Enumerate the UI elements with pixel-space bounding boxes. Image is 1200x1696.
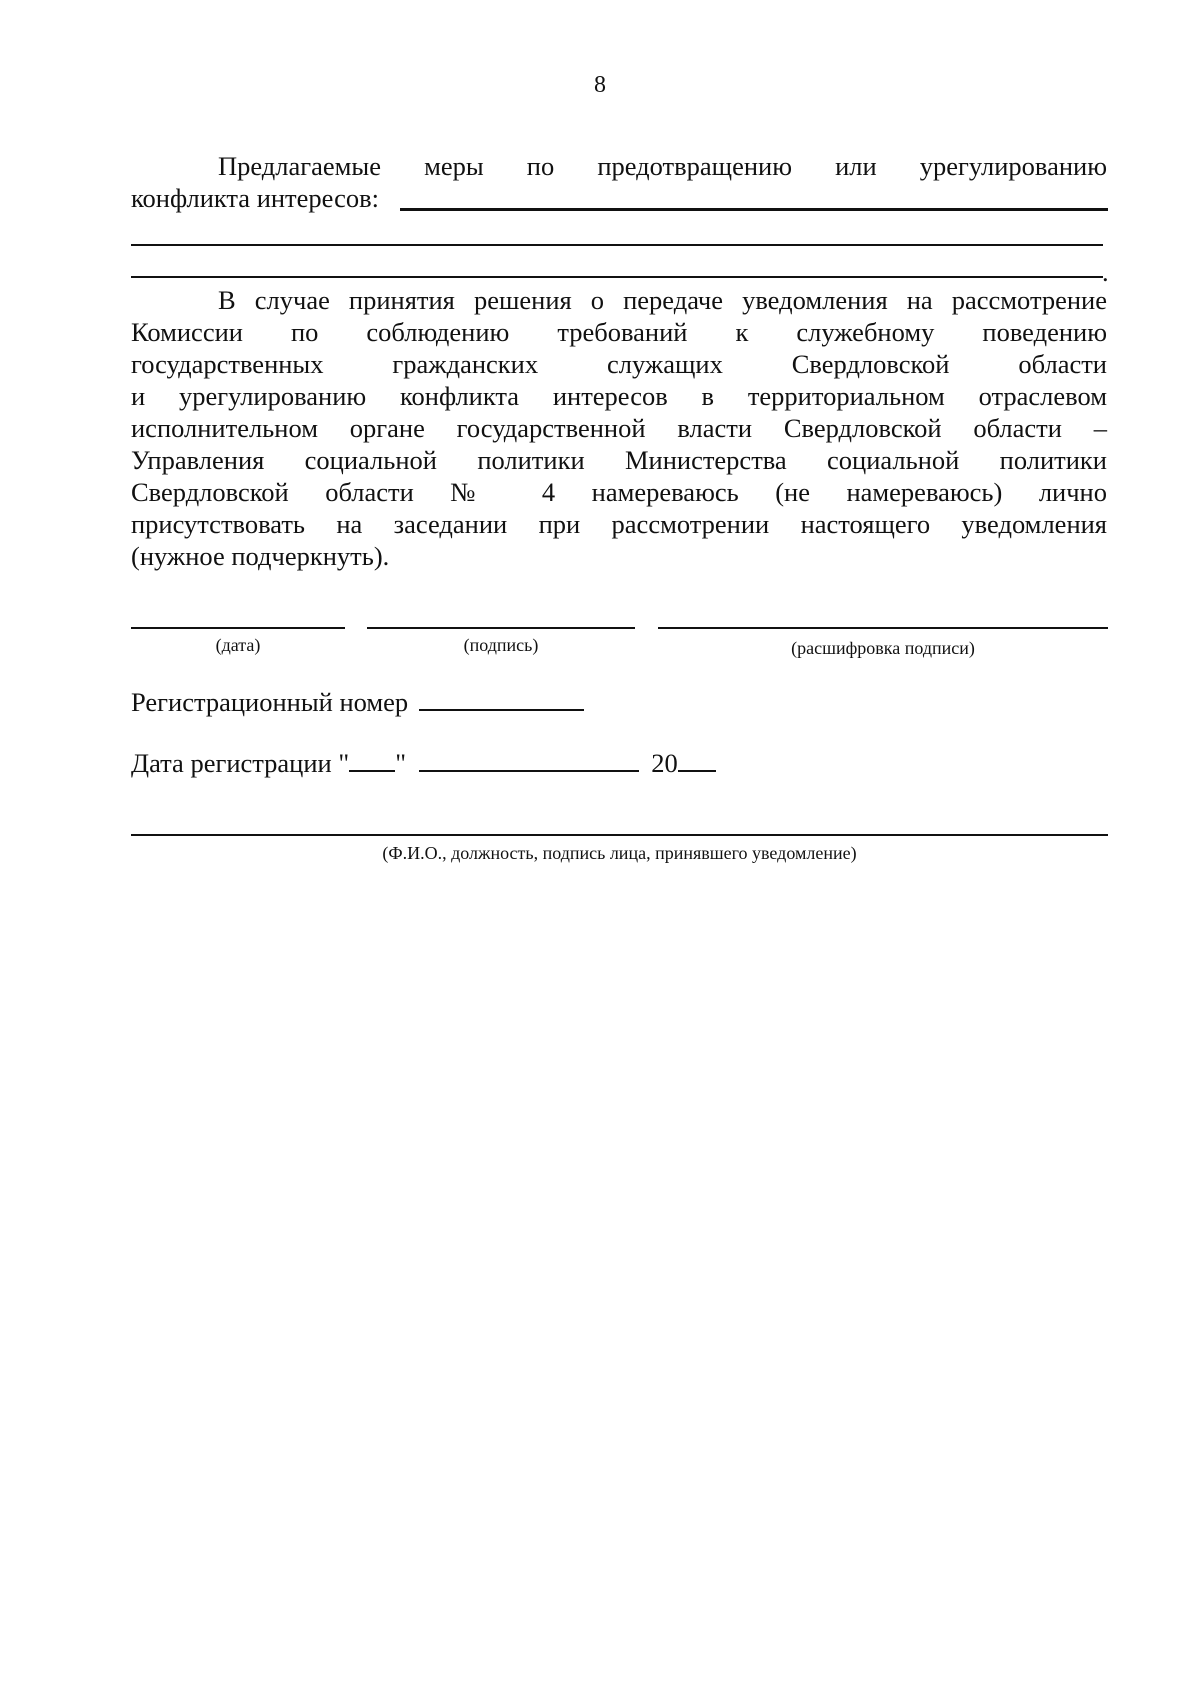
quote-close: " <box>395 748 407 778</box>
decision-line-5 <box>131 412 1107 444</box>
measures-text-2: конфликта интересов: <box>131 183 379 213</box>
measures-fill-line-2 <box>131 244 1103 246</box>
measures-end-mark: . <box>1102 257 1109 287</box>
registration-year-prefix: 20 <box>651 748 678 778</box>
decision-line-1 <box>131 284 1107 316</box>
measures-line-1 <box>131 150 1107 182</box>
decision-text-4: и урегулированию конфликта интересов в территориальном отраслевом <box>131 381 1107 411</box>
measures-text-1: Предлагаемые меры по предотвращению или урегулированию <box>218 151 1107 181</box>
measures-fill-line-3 <box>131 276 1103 278</box>
decision-line-4 <box>131 380 1107 412</box>
date-caption: (дата) <box>215 635 261 655</box>
decision-line-3 <box>131 348 1107 380</box>
registration-number-row <box>131 685 584 718</box>
acceptor-field-line[interactable] <box>131 834 1108 836</box>
measures-fill-line-1 <box>400 208 1108 211</box>
signature-field-line[interactable] <box>367 627 635 629</box>
decision-text-8: присутствовать на заседании при рассмотрении настоящего уведомления <box>131 509 1107 539</box>
decision-text-2: Комиссии по соблюдению требований к служебному поведению <box>131 317 1107 347</box>
decision-text-7: Свердловской области № 4 намереваюсь (не намереваюсь) лично <box>131 477 1107 507</box>
decision-line-2 <box>131 316 1107 348</box>
date-field-line[interactable] <box>131 627 345 629</box>
decision-line-6 <box>131 444 1107 476</box>
registration-number-label: Регистрационный номер <box>131 687 409 717</box>
decision-text-6: Управления социальной политики Министерства социальной политики <box>131 445 1107 475</box>
decision-line-7 <box>131 476 1107 508</box>
registration-year-field[interactable] <box>678 746 716 772</box>
decision-text-3: государственных гражданских служащих Свердловской области <box>131 349 1107 379</box>
page-number: 8 <box>594 72 606 98</box>
acceptor-caption: (Ф.И.О., должность, подпись лица, принявшего уведомление) <box>382 843 857 863</box>
signature-caption: (подпись) <box>463 635 539 655</box>
decision-text-9: (нужное подчеркнуть). <box>131 541 390 571</box>
decision-line-9 <box>131 540 389 572</box>
decision-text-1: В случае принятия решения о передаче уведомления на рассмотрение <box>218 285 1107 315</box>
decision-line-8 <box>131 508 1107 540</box>
registration-number-field[interactable] <box>419 685 584 711</box>
registration-date-label: Дата регистрации <box>131 748 332 778</box>
registration-month-field[interactable] <box>419 746 639 772</box>
registration-day-field[interactable] <box>349 746 395 772</box>
quote-open: " <box>338 748 350 778</box>
signature-decoding-caption: (расшифровка подписи) <box>791 638 975 658</box>
decision-text-5: исполнительном органе государственной власти Свердловской области – <box>131 413 1107 443</box>
registration-date-row <box>131 746 716 779</box>
measures-line-2 <box>131 182 379 214</box>
signature-decoding-field-line[interactable] <box>658 627 1108 629</box>
